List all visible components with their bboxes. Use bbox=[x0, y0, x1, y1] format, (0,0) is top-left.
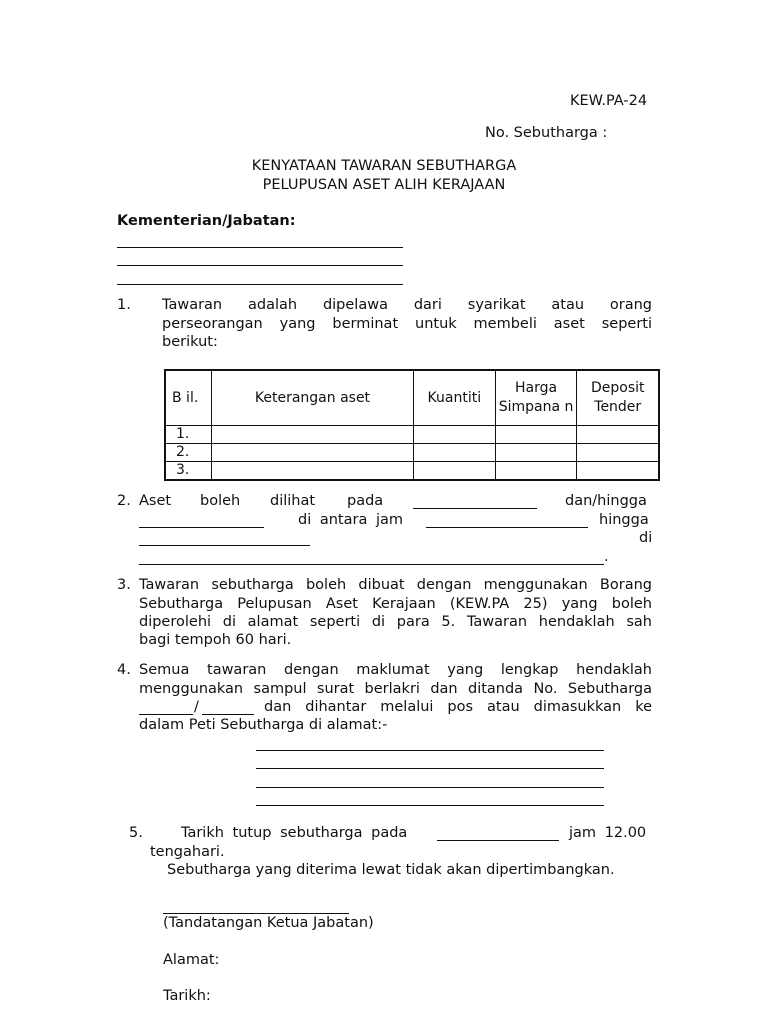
cell-description[interactable] bbox=[211, 444, 413, 462]
ministry-line-2[interactable] bbox=[117, 265, 403, 266]
end-time-blank[interactable] bbox=[139, 545, 310, 546]
ministry-line-3[interactable] bbox=[117, 284, 403, 285]
title-line-1: KENYATAAN TAWARAN SEBUTHARGA bbox=[251, 158, 517, 174]
signature-line[interactable] bbox=[163, 913, 349, 914]
cell-deposit[interactable] bbox=[577, 462, 659, 481]
table-row bbox=[165, 426, 659, 444]
table-row bbox=[165, 462, 659, 481]
address-line-1[interactable] bbox=[256, 750, 604, 751]
section-2-number: 2. bbox=[117, 493, 131, 509]
section-4-line-2: menggunakan sampul surat berlakri dan ditanda No. Sebutharga bbox=[139, 681, 652, 697]
cell-description[interactable] bbox=[211, 426, 413, 444]
cell-quantity[interactable] bbox=[414, 426, 495, 444]
quote-number-blank-2[interactable] bbox=[202, 714, 254, 715]
cell-quantity[interactable] bbox=[414, 462, 495, 481]
title-line-2: PELUPUSAN ASET ALIH KERAJAAN bbox=[262, 177, 506, 193]
header-tender-deposit: Deposit Tender bbox=[577, 370, 659, 426]
cell-reserve-price[interactable] bbox=[495, 462, 577, 481]
section-2-word-di: di bbox=[639, 530, 653, 546]
view-location-blank[interactable] bbox=[139, 564, 604, 565]
section-4-number: 4. bbox=[117, 662, 131, 678]
section-5-closing-date: Tarikh tutup sebutharga pada bbox=[181, 825, 408, 841]
asset-table bbox=[164, 369, 660, 481]
section-4-line-3: dan dihantar melalui pos atau dimasukkan ke bbox=[264, 699, 652, 715]
section-2-word-aset: Aset bbox=[139, 493, 172, 509]
table-row bbox=[165, 444, 659, 462]
cell-deposit[interactable] bbox=[577, 426, 659, 444]
cell-description[interactable] bbox=[211, 462, 413, 481]
row-number: 3. bbox=[165, 462, 211, 481]
section-3-number: 3. bbox=[117, 577, 131, 593]
table-header-row bbox=[165, 370, 659, 426]
header-quantity: Kuantiti bbox=[414, 370, 495, 426]
ministry-line-1[interactable] bbox=[117, 247, 403, 248]
section-2-word-danhingga: dan/hingga bbox=[565, 493, 647, 509]
section-5-number: 5. bbox=[129, 825, 143, 841]
quote-number-blank-1[interactable] bbox=[139, 714, 193, 715]
cell-reserve-price[interactable] bbox=[495, 444, 577, 462]
section-2-between-hours: di antara jam bbox=[298, 512, 403, 528]
section-2-word-pada: pada bbox=[347, 493, 384, 509]
section-3-line-3: diperolehi di alamat seperti di para 5. Tawaran hendaklah sah bbox=[139, 614, 652, 630]
closing-date-blank[interactable] bbox=[437, 840, 559, 841]
row-number: 2. bbox=[165, 444, 211, 462]
section-5-time: jam 12.00 bbox=[569, 825, 647, 841]
section-2-end: . bbox=[604, 549, 609, 565]
address-line-3[interactable] bbox=[256, 787, 604, 788]
section-5-line-3: Sebutharga yang diterima lewat tidak akan dipertimbangkan. bbox=[167, 862, 615, 878]
section-1-line-2: perseorangan yang berminat untuk membeli aset seperti bbox=[162, 316, 652, 332]
header-description: Keterangan aset bbox=[211, 370, 413, 426]
section-4-line-4: dalam Peti Sebutharga di alamat:- bbox=[139, 717, 388, 733]
section-1-line-1: Tawaran adalah dipelawa dari syarikat atau orang bbox=[162, 297, 652, 313]
address-line-4[interactable] bbox=[256, 805, 604, 806]
header-bil: B il. bbox=[165, 370, 211, 426]
address-label: Alamat: bbox=[163, 952, 220, 968]
cell-reserve-price[interactable] bbox=[495, 426, 577, 444]
section-2-word-dilihat: dilihat bbox=[270, 493, 316, 509]
section-3-line-1: Tawaran sebutharga boleh dibuat dengan menggunakan Borang bbox=[139, 577, 652, 593]
section-4-line-1: Semua tawaran dengan maklumat yang lengkap hendaklah bbox=[139, 662, 652, 678]
signature-label: (Tandatangan Ketua Jabatan) bbox=[163, 915, 374, 931]
section-3-line-4: bagi tempoh 60 hari. bbox=[139, 632, 292, 648]
ministry-label: Kementerian/Jabatan: bbox=[117, 213, 296, 229]
cell-quantity[interactable] bbox=[414, 444, 495, 462]
form-code: KEW.PA-24 bbox=[570, 93, 648, 109]
header-reserve-price: Harga Simpana n bbox=[495, 370, 577, 426]
address-line-2[interactable] bbox=[256, 768, 604, 769]
view-place-blank[interactable] bbox=[413, 508, 537, 509]
section-3-line-2: Sebutharga Pelupusan Aset Kerajaan (KEW.PA 25) yang boleh bbox=[139, 596, 652, 612]
section-5-line-2: tengahari. bbox=[150, 844, 225, 860]
cell-deposit[interactable] bbox=[577, 444, 659, 462]
section-1-number: 1. bbox=[117, 297, 131, 313]
section-1-line-3: berikut: bbox=[162, 334, 218, 350]
section-4-slash: / bbox=[194, 699, 199, 715]
quote-number-label: No. Sebutharga : bbox=[485, 125, 608, 141]
view-date-blank[interactable] bbox=[139, 527, 264, 528]
start-time-blank[interactable] bbox=[426, 527, 588, 528]
section-2-word-hingga: hingga bbox=[599, 512, 649, 528]
date-label: Tarikh: bbox=[163, 988, 211, 1004]
row-number: 1. bbox=[165, 426, 211, 444]
section-2-word-boleh: boleh bbox=[200, 493, 241, 509]
